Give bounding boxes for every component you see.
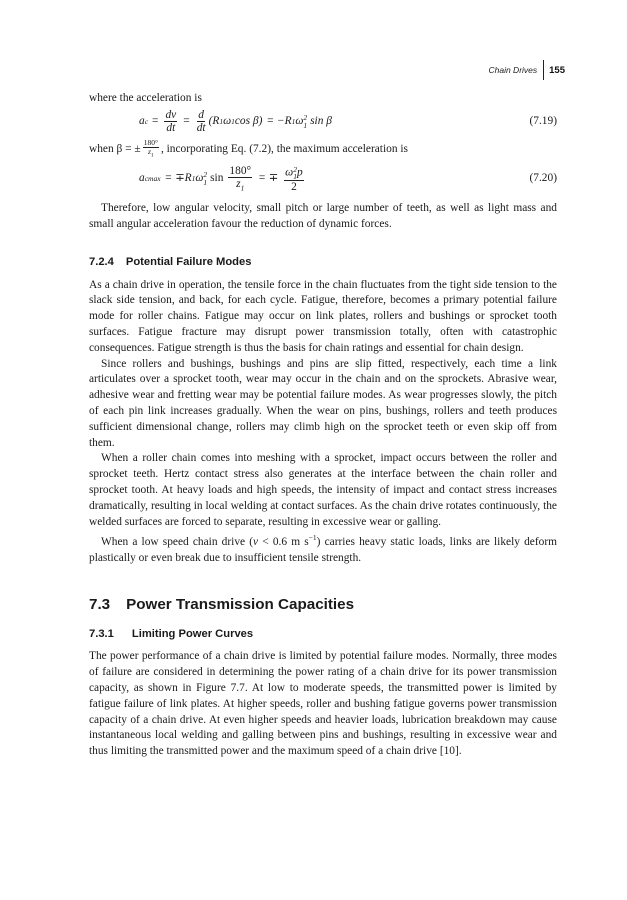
eq-equals: =	[152, 114, 159, 127]
section-heading-7-2-4: 7.2.4 Potential Failure Modes	[89, 255, 252, 268]
running-title: Chain Drives	[488, 65, 538, 75]
section-heading-7-3-1: 7.3.1 Limiting Power Curves	[89, 627, 254, 640]
main-content	[89, 91, 557, 760]
section-heading-7-3: 7.3 Power Transmission Capacities	[89, 595, 355, 613]
when-text: when β = ± $\frac{180^\circ}{z_1}$ , incorporating Eq. (7.2), the maximum acceleration is	[89, 137, 408, 159]
equation-number-7-19: (7.19)	[529, 114, 557, 127]
para-7-2-4-1: As a chain drive in operation, the tensile force in the chain fluctuates from the tight side tension to the slack side tension, and back, for each cycle. Fatigue, therefore, becomes a primary potential failure mode for roller chains. Fatigue may occur on link plates, rollers and bushings or sprocket tooth surfaces. Fatigue fracture may disrupt power transmission totally, often with catastrophic consequences. Fatigue strength is thus the basis for chain ratings and essential for chain design.	[89, 278, 557, 354]
para-7-3-1: The power performance of a chain drive is limited by potential failure modes. Normally, three modes of failure are considered in determining the power rating of a chain drive for its power transmission capacity, as shown in Figure 7.7. At low to moderate speeds, the transmitted power is limited by fatigue failure of link plates. At higher speeds, roller and bushing fatigue governs power transmission capacity of a chain drive. At even higher speeds and heavier loads, lubrication breakdown may cause instantaneous local welding and galling between pins and bushings, resulting in excessive wear and thus limiting the transmitted power and the maximum speed of a chain drive [10].	[89, 650, 557, 758]
para-7-2-4-2: Since rollers and bushings, bushings and pins are slip fitted, respectively, each time a link articulates over a sprocket tooth, wear may occur in the chain and on the sprockets. Abrasive wear, adhesive wear and fretting wear may be potential failure modes. As wear progresses slowly, the pitch of each pin link increases gradually. When the wear on pins, bushings, rollers and teeth produces sufficient dimensional change, rollers may climb high on the sprocket teeth or even skip off from them.	[89, 357, 557, 449]
frac-d-dt: $\frac{d}{dt}$	[196, 109, 206, 135]
frac-omega2-p-2: ω 2 1 p 2	[285, 164, 303, 193]
frac-dv-dt: $\frac{dv}{dt}$	[165, 109, 177, 135]
page-header	[488, 60, 565, 80]
equation-number-7-20: (7.20)	[529, 172, 557, 185]
lead-text: where the acceleration is	[89, 92, 202, 104]
frac-180-z1: $\frac{180^\circ}{z_1}$	[143, 137, 158, 159]
page-number: 155	[549, 64, 565, 76]
eq-lhs-sub: c	[144, 116, 149, 126]
frac-180-z1-display: $\frac{180^\circ}{z_1}$	[229, 164, 252, 192]
header-divider	[543, 60, 544, 80]
eq-expr: (R	[208, 114, 220, 127]
equation-7-19: a c = $\frac{dv}{dt}$ = $\frac{d}{dt}$ (R 1 ω 1 cos β) = −R 1 ω 2 1 sin β (7.19)	[139, 109, 557, 135]
para-7-2-4-3: When a roller chain comes into meshing with a sprocket, impact occurs between the roller and sprocket teeth. Hertz contact stress also generates at the interface between the chain roller and sprocket tooth. At heavy loads and high speeds, the intensity of impact and contact stress increases dramatically, resulting in local welding at contact surfaces. As the chain drive rotates continuously, the welded surfaces are forced to separate, resulting in excessive wear or galling.	[89, 452, 557, 528]
eq-lhs: a	[139, 114, 145, 127]
para-low-speed: When a low speed chain drive (v < 0.6 m $s^{-1}$) carries heavy static loads, links are likely deform plastically or even break due to insufficient tensile strength.	[89, 533, 557, 565]
para-after-equation: Therefore, low angular velocity, small pitch or large number of teeth, as well as light mass and small angular acceleration favour the reduction of dynamic forces.	[89, 202, 557, 231]
equation-7-20: a cmax = ∓R 1 ω 2 1 sin $\frac{180^\circ}{z_1}$ = ∓ ω 2 1 p 2 (7.20)	[139, 164, 557, 193]
eq-equals-2: =	[183, 114, 190, 127]
